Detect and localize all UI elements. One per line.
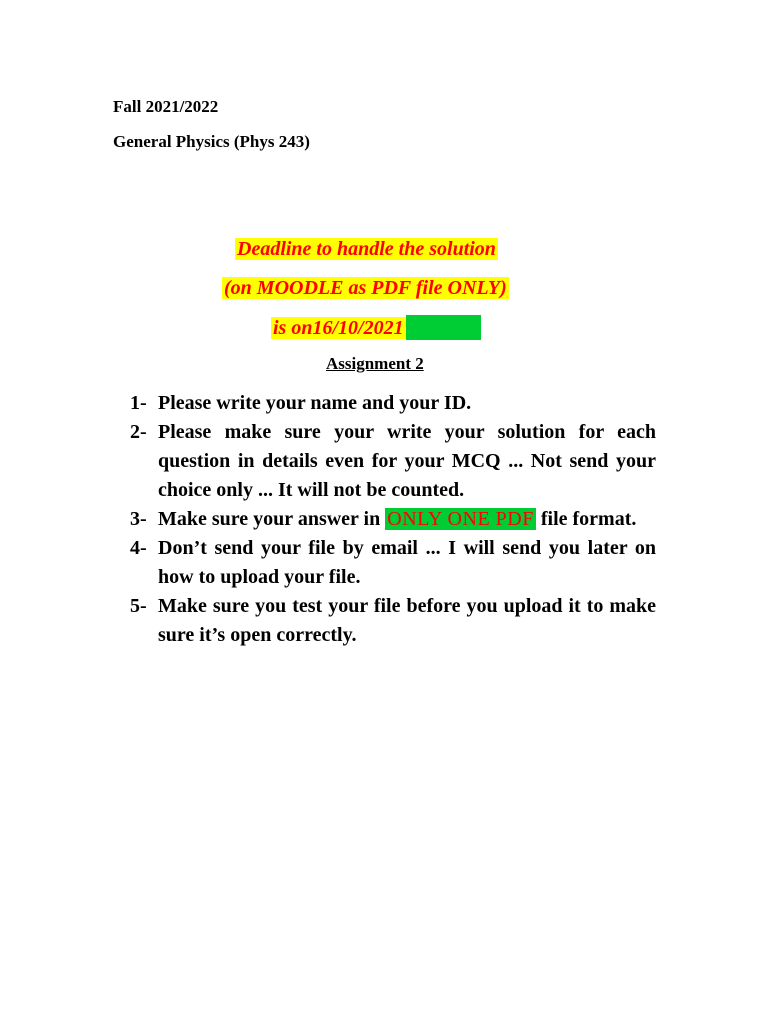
item-text-after: file format. [540,508,637,530]
deadline-line-1-text: Deadline to handle the solution [237,238,496,260]
course-title: General Physics (Phys 243) [113,132,310,151]
deadline-line-2-text: (on MOODLE as PDF file ONLY) [224,277,507,299]
item-text [158,505,656,534]
item-number: 5- [130,595,147,617]
list-item [130,389,656,418]
deadline-line-2 [222,277,509,300]
item-text: Please write your name and your ID. [158,392,472,414]
item-text-before: Make sure your answer in [158,508,381,530]
deadline-line-1 [235,238,498,261]
list-item [130,505,656,534]
list-item [130,534,656,592]
deadline-date: is on16/10/2021 [273,317,404,339]
item-number: 2- [130,421,147,443]
green-highlight-block [406,315,481,340]
item-text: Make sure you test your file before you upload it to make sure it’s open correctly. [158,595,656,646]
list-item [130,592,656,650]
only-one-pdf-highlight: ONLY ONE PDF [387,508,534,530]
assignment-title: Assignment 2 [326,354,424,373]
list-item [130,418,656,505]
term-label: Fall 2021/2022 [113,97,219,116]
deadline-line-3 [271,315,481,340]
item-number: 1- [130,392,147,414]
item-text: Don’t send your file by email ... I will send you later on how to upload your file. [158,537,656,588]
instruction-list [130,389,656,650]
item-number: 3- [130,508,147,530]
item-text: Please make sure your write your solution for each question in details even for your MCQ ... Not send your choice only ... It will not be counted. [158,421,656,501]
item-number: 4- [130,537,147,559]
